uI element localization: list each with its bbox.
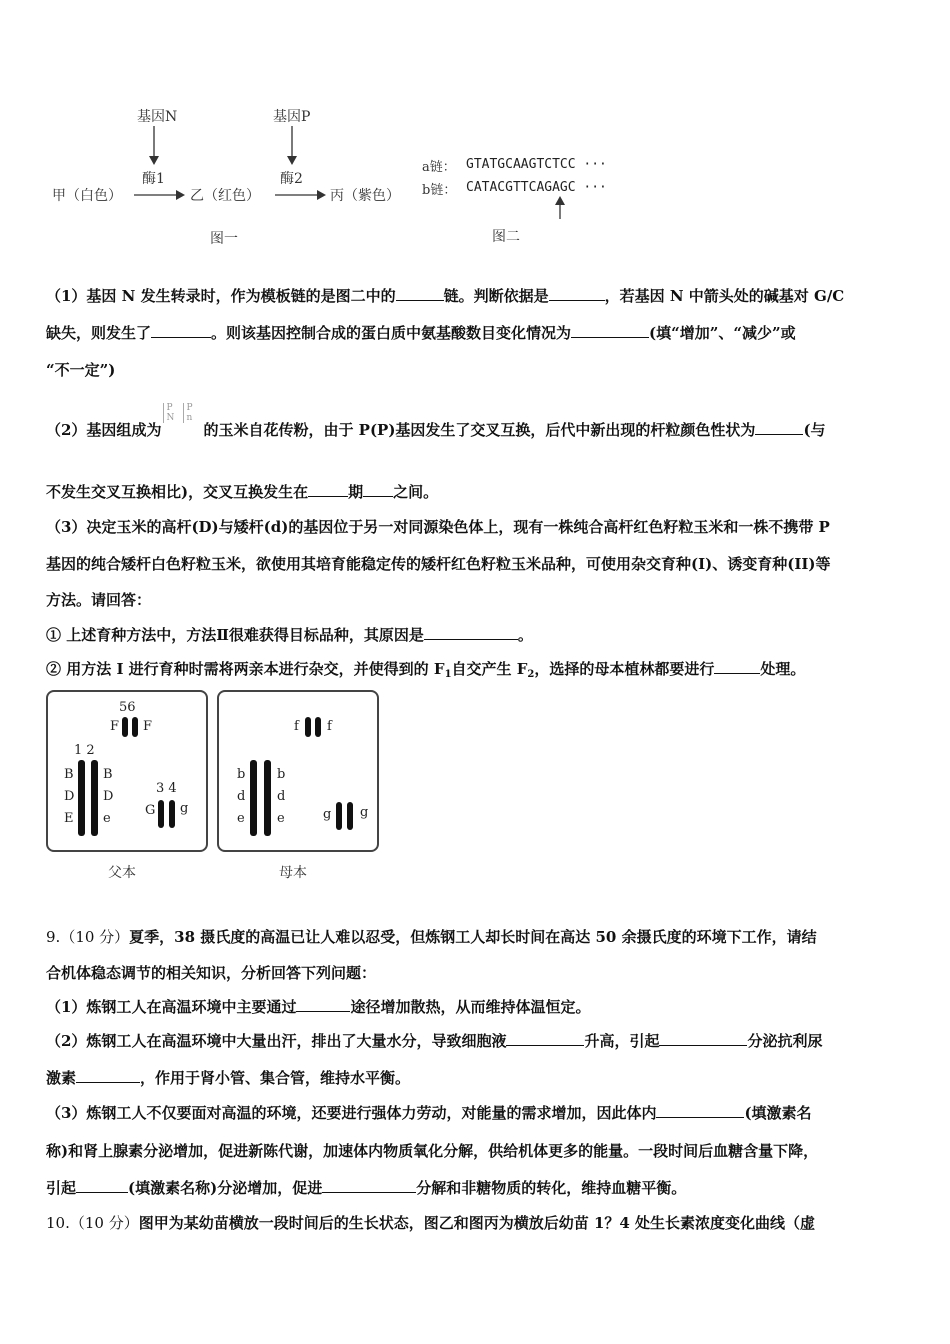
q8-part3-line3: 方法。请回答：: [46, 591, 152, 609]
gene-label: f: [327, 719, 332, 734]
chromosome: [305, 717, 311, 737]
chromosome: [347, 802, 353, 830]
enzyme2-label: 酶2: [280, 171, 303, 187]
chromosome-5: [122, 717, 128, 737]
q9-heading-line2: 合机体稳态调节的相关知识，分析回答下列问题：: [46, 964, 377, 982]
right-gene-column: B D e: [103, 767, 114, 826]
chromosome-number-34: 3 4: [156, 781, 177, 796]
b-chain-label: b链：: [422, 183, 457, 198]
q8-part3-line2: 基因的纯合矮杆白色籽粒玉米，欲使用其培育能稳定传的矮杆红色籽粒玉米品种，可使用杂交育种(I)、诱变育种(II)等: [46, 555, 831, 573]
a-chain-label: a链：: [422, 160, 456, 175]
bing-purple-label: 丙（紫色）: [330, 188, 400, 204]
gene-label: g: [323, 807, 332, 822]
gene-label: F: [110, 719, 120, 734]
q9-heading-line1: 9.（10 分）夏季，38 摄氏度的高温已让人难以忍受，但炼钢工人却长时间在高达 50 余摄氏度的环境下工作，请结: [46, 928, 817, 946]
arrow-down-icon: [286, 126, 298, 166]
chromosome-number-56: 56: [119, 700, 136, 715]
figure-1-caption: 图一: [210, 231, 238, 247]
arrow-down-icon: [148, 126, 160, 166]
figure-2-caption: 图二: [492, 229, 520, 245]
q9-part2-line2: 激素 ，作用于肾小管、集合管，维持水平衡。: [46, 1069, 411, 1087]
chromosome-6: [132, 717, 138, 737]
q9-part3-line1: （3）炼钢工人不仅要面对高温的环境，还要进行强体力劳动，对能量的需求增加，因此体内 (填激素名: [46, 1104, 812, 1122]
mother-cell-box: [217, 690, 379, 852]
chromosome: [264, 760, 271, 836]
q8-part1-line2: 缺失，则发生了 。则该基因控制合成的蛋白质中氨基酸数目变化情况为 (填“增加”、“减少”或: [46, 324, 796, 342]
q8-part1-line3: “不一定”): [46, 361, 116, 379]
left-gene-column: B D E: [64, 767, 75, 826]
gene-label: g: [180, 801, 189, 816]
chromosome: [336, 802, 342, 830]
chromosome: [250, 760, 257, 836]
chromosome-1: [78, 760, 85, 836]
chromosome-number-12: 1 2: [74, 743, 95, 758]
chromosome-3: [158, 800, 164, 828]
q9-part3-line2: 称)和肾上腺素分泌增加，促进新陈代谢，加速体内物质氧化分解，供给机体更多的能量。一段时间后血糖含量下降，: [46, 1142, 819, 1160]
chromosome-2: [91, 760, 98, 836]
gene-label: f: [294, 719, 299, 734]
arrow-right-icon: [275, 189, 327, 201]
genotype-diagram: P N P n: [161, 421, 203, 441]
q9-part3-line3: 引起 (填激素名称)分泌增加，促进 分解和非糖物质的转化，维持血糖平衡。: [46, 1179, 687, 1197]
father-caption: 父本: [108, 865, 136, 881]
yi-red-label: 乙（红色）: [190, 188, 260, 204]
q10-heading: 10.（10 分）图甲为某幼苗横放一段时间后的生长状态，图乙和图丙为横放后幼苗 1？4 处生长素浓度变化曲线（虚: [46, 1214, 816, 1232]
enzyme1-label: 酶1: [142, 171, 165, 187]
q8-part3-line5: ② 用方法 I 进行育种时需将两亲本进行杂交，并使得到的 $F_1$自交产生 $F_2$，选择的母本植林都要进行 处理。: [46, 660, 806, 680]
jia-white-label: 甲（白色）: [52, 188, 122, 204]
father-cell-box: [46, 690, 208, 852]
gene-label: g: [360, 805, 369, 820]
q8-part2-line2: 不发生交叉互换相比)，交叉互换发生在 期 之间。: [46, 483, 439, 501]
b-chain-sequence: CATACGTTCAGAGC ···: [466, 180, 607, 195]
arrow-up-icon: [554, 196, 566, 220]
chromosome: [315, 717, 321, 737]
q9-part1: （1）炼钢工人在高温环境中主要通过 途径增加散热，从而维持体温恒定。: [46, 998, 591, 1016]
q8-part2-line1: （2）基因组成为 P N P n 的玉米自花传粉，由于 P(P)基因发生了交叉互换，后代中新出现的杆粒颜色性状为 (与: [46, 403, 826, 439]
chromosome-4: [169, 800, 175, 828]
q9-part2-line1: （2）炼钢工人在高温环境中大量出汗，排出了大量水分，导致细胞液 升高，引起 分泌抗利尿: [46, 1032, 823, 1050]
q8-part1-line1: （1）基因 N 发生转录时，作为模板链的是图二中的 链。判断依据是 ，若基因 N 中箭头处的碱基对 G/C: [46, 287, 845, 305]
gene-p-label: 基因P: [273, 109, 311, 125]
mother-caption: 母本: [279, 865, 307, 881]
gene-label: G: [145, 803, 156, 818]
a-chain-sequence: GTATGCAAGTCTCC ···: [466, 157, 607, 172]
right-gene-column: b d e: [277, 767, 286, 826]
gene-label: F: [143, 719, 153, 734]
left-gene-column: b d e: [237, 767, 246, 826]
q8-part3-line1: （3）决定玉米的高杆(D)与矮杆(d)的基因位于另一对同源染色体上，现有一株纯合高杆红色籽粒玉米和一株不携带 P: [46, 518, 830, 536]
gene-n-label: 基因N: [137, 109, 178, 125]
arrow-right-icon: [134, 189, 186, 201]
q8-part3-line4: ① 上述育种方法中，方法Ⅱ很难获得目标品种，其原因是 。: [46, 626, 533, 644]
